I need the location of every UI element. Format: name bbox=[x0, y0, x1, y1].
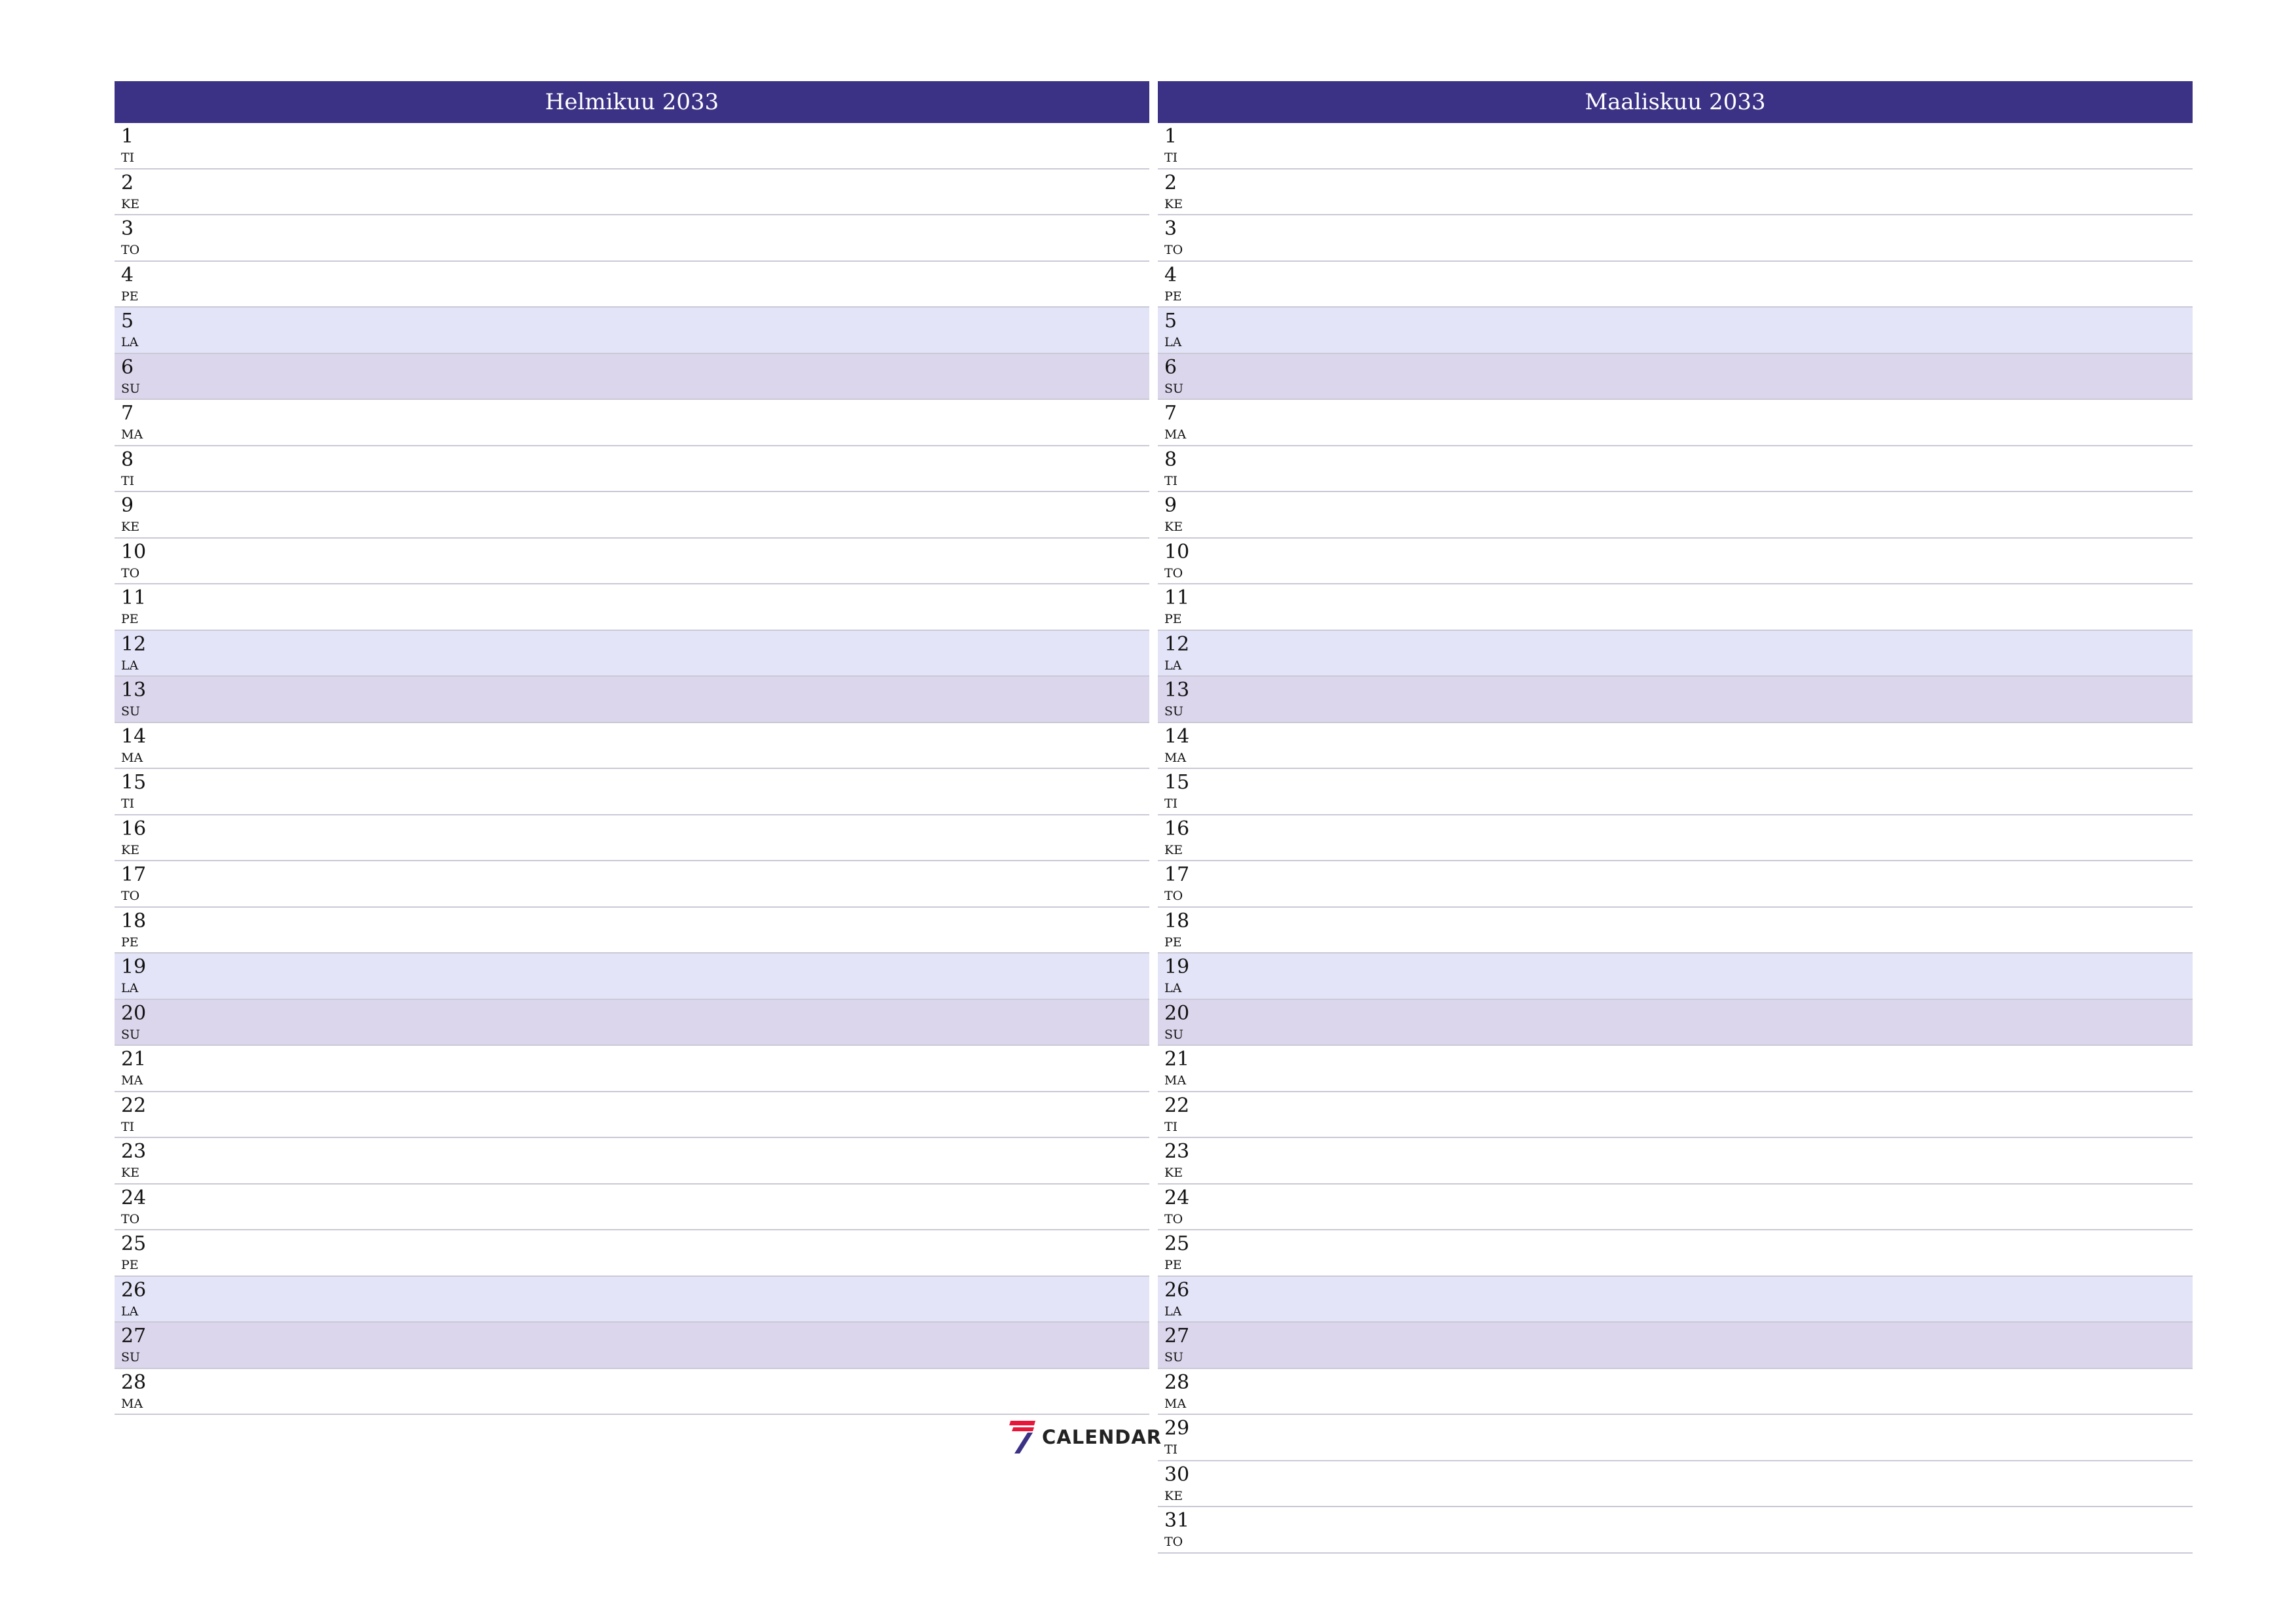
day-number: 20 bbox=[1164, 1001, 1190, 1025]
month-panel-march bbox=[1158, 81, 2193, 1554]
day-number: 7 bbox=[1164, 402, 1177, 425]
weekday-abbr: TI bbox=[1164, 796, 1178, 811]
day-number: 27 bbox=[121, 1325, 147, 1347]
day-number: 29 bbox=[1164, 1417, 1190, 1440]
day-row[interactable] bbox=[115, 769, 1149, 815]
day-number: 28 bbox=[121, 1370, 147, 1394]
day-number: 16 bbox=[1164, 817, 1190, 840]
day-number: 10 bbox=[121, 540, 147, 563]
day-row[interactable] bbox=[115, 631, 1149, 677]
day-number: 19 bbox=[1164, 955, 1190, 978]
weekday-abbr: KE bbox=[1164, 196, 1183, 211]
day-number: 24 bbox=[1164, 1186, 1190, 1209]
day-row[interactable] bbox=[1158, 1000, 2193, 1046]
day-number: 21 bbox=[1164, 1048, 1190, 1071]
weekday-abbr: KE bbox=[1164, 520, 1183, 534]
weekday-abbr: TO bbox=[1164, 565, 1183, 580]
weekday-abbr: LA bbox=[1164, 1304, 1182, 1319]
day-row[interactable] bbox=[1158, 169, 2193, 216]
day-row[interactable] bbox=[115, 1230, 1149, 1277]
day-row[interactable] bbox=[1158, 908, 2193, 954]
day-number: 30 bbox=[1164, 1463, 1190, 1486]
day-row[interactable] bbox=[1158, 539, 2193, 585]
weekday-abbr: LA bbox=[1164, 658, 1182, 673]
day-number: 5 bbox=[121, 310, 134, 332]
weekday-abbr: TI bbox=[1164, 473, 1178, 488]
day-number: 10 bbox=[1164, 540, 1190, 563]
weekday-abbr: MA bbox=[121, 427, 143, 442]
day-row[interactable] bbox=[115, 400, 1149, 446]
day-list bbox=[1158, 123, 2193, 1554]
day-number: 1 bbox=[1164, 125, 1177, 148]
day-number: 26 bbox=[1164, 1278, 1190, 1302]
day-row[interactable] bbox=[1158, 1323, 2193, 1369]
weekday-abbr: SU bbox=[121, 1350, 141, 1364]
day-row[interactable] bbox=[115, 1185, 1149, 1231]
weekday-abbr: KE bbox=[1164, 1488, 1183, 1503]
day-number: 11 bbox=[121, 586, 147, 609]
day-row[interactable] bbox=[1158, 492, 2193, 539]
day-row[interactable] bbox=[115, 1323, 1149, 1369]
day-row[interactable] bbox=[115, 1000, 1149, 1046]
brand-logo[interactable] bbox=[1008, 1419, 1162, 1455]
weekday-abbr: SU bbox=[121, 381, 141, 396]
weekday-abbr: TO bbox=[121, 889, 140, 903]
day-number: 6 bbox=[121, 355, 134, 379]
weekday-abbr: KE bbox=[121, 842, 140, 857]
day-number: 9 bbox=[121, 494, 134, 517]
day-number: 20 bbox=[121, 1001, 147, 1025]
day-row[interactable] bbox=[1158, 815, 2193, 862]
month-title: Helmikuu 2033 bbox=[115, 81, 1149, 123]
day-number: 25 bbox=[1164, 1232, 1190, 1255]
weekday-abbr: TI bbox=[1164, 1119, 1178, 1134]
day-row[interactable] bbox=[1158, 262, 2193, 308]
day-number: 24 bbox=[121, 1186, 147, 1209]
seven-logo-icon bbox=[1008, 1419, 1037, 1455]
weekday-abbr: TO bbox=[121, 1211, 140, 1226]
day-number: 5 bbox=[1164, 310, 1177, 332]
weekday-abbr: SU bbox=[121, 704, 141, 719]
day-row[interactable] bbox=[1158, 584, 2193, 631]
weekday-abbr: SU bbox=[1164, 1350, 1184, 1364]
day-number: 17 bbox=[1164, 863, 1190, 886]
day-number: 22 bbox=[1164, 1094, 1190, 1117]
month-title: Maaliskuu 2033 bbox=[1158, 81, 2193, 123]
logo-text: CALENDAR bbox=[1042, 1426, 1162, 1448]
day-row[interactable] bbox=[1158, 1507, 2193, 1554]
day-number: 2 bbox=[1164, 171, 1177, 194]
weekday-abbr: MA bbox=[121, 750, 143, 765]
day-number: 18 bbox=[121, 909, 147, 933]
day-row[interactable] bbox=[1158, 400, 2193, 446]
day-number: 13 bbox=[121, 679, 147, 702]
day-row[interactable] bbox=[115, 492, 1149, 539]
day-row[interactable] bbox=[115, 1277, 1149, 1323]
weekday-abbr: TI bbox=[121, 473, 135, 488]
day-row[interactable] bbox=[1158, 354, 2193, 401]
weekday-abbr: LA bbox=[121, 1304, 139, 1319]
day-row[interactable] bbox=[115, 123, 1149, 169]
weekday-abbr: SU bbox=[1164, 381, 1184, 396]
weekday-abbr: TI bbox=[1164, 151, 1178, 165]
day-number: 13 bbox=[1164, 679, 1190, 702]
weekday-abbr: TI bbox=[121, 151, 135, 165]
day-row[interactable] bbox=[1158, 1092, 2193, 1139]
day-row[interactable] bbox=[115, 908, 1149, 954]
weekday-abbr: PE bbox=[121, 612, 139, 626]
day-row[interactable] bbox=[1158, 1461, 2193, 1508]
day-number: 14 bbox=[1164, 724, 1190, 748]
day-row[interactable] bbox=[115, 262, 1149, 308]
day-row[interactable] bbox=[1158, 1185, 2193, 1231]
weekday-abbr: PE bbox=[1164, 612, 1182, 626]
weekday-abbr: KE bbox=[1164, 842, 1183, 857]
day-row[interactable] bbox=[1158, 723, 2193, 770]
weekday-abbr: MA bbox=[1164, 427, 1187, 442]
day-number: 23 bbox=[121, 1140, 147, 1163]
day-row[interactable] bbox=[115, 1046, 1149, 1092]
day-row[interactable] bbox=[115, 954, 1149, 1000]
day-row[interactable] bbox=[1158, 446, 2193, 493]
day-row[interactable] bbox=[115, 1369, 1149, 1416]
day-row[interactable] bbox=[1158, 1046, 2193, 1092]
day-number: 8 bbox=[121, 448, 134, 471]
day-row[interactable] bbox=[115, 861, 1149, 908]
day-row[interactable] bbox=[1158, 954, 2193, 1000]
day-number: 8 bbox=[1164, 448, 1177, 471]
weekday-abbr: TO bbox=[1164, 1535, 1183, 1549]
weekday-abbr: KE bbox=[121, 520, 140, 534]
day-row[interactable] bbox=[1158, 631, 2193, 677]
day-number: 19 bbox=[121, 955, 147, 978]
day-number: 11 bbox=[1164, 586, 1190, 609]
day-number: 3 bbox=[121, 217, 134, 240]
day-number: 23 bbox=[1164, 1140, 1190, 1163]
weekday-abbr: PE bbox=[121, 1258, 139, 1272]
day-number: 6 bbox=[1164, 355, 1177, 379]
day-number: 15 bbox=[1164, 771, 1190, 794]
weekday-abbr: PE bbox=[1164, 289, 1182, 304]
weekday-abbr: LA bbox=[1164, 981, 1182, 995]
weekday-abbr: TI bbox=[121, 796, 135, 811]
day-number: 17 bbox=[121, 863, 147, 886]
day-number: 18 bbox=[1164, 909, 1190, 933]
weekday-abbr: TO bbox=[121, 565, 140, 580]
day-row[interactable] bbox=[115, 677, 1149, 723]
weekday-abbr: LA bbox=[1164, 335, 1182, 349]
day-row[interactable] bbox=[1158, 308, 2193, 354]
weekday-abbr: KE bbox=[121, 196, 140, 211]
day-row[interactable] bbox=[115, 1092, 1149, 1139]
day-row[interactable] bbox=[115, 1138, 1149, 1185]
day-row[interactable] bbox=[115, 308, 1149, 354]
day-number: 1 bbox=[121, 125, 134, 148]
weekday-abbr: PE bbox=[1164, 935, 1182, 950]
day-row[interactable] bbox=[1158, 861, 2193, 908]
day-number: 9 bbox=[1164, 494, 1177, 517]
day-number: 15 bbox=[121, 771, 147, 794]
weekday-abbr: SU bbox=[121, 1027, 141, 1042]
day-number: 27 bbox=[1164, 1325, 1190, 1347]
day-row[interactable] bbox=[1158, 1415, 2193, 1461]
weekday-abbr: TO bbox=[121, 243, 140, 257]
day-number: 4 bbox=[1164, 263, 1177, 287]
day-number: 12 bbox=[1164, 632, 1190, 656]
weekday-abbr: SU bbox=[1164, 704, 1184, 719]
weekday-abbr: KE bbox=[121, 1166, 140, 1180]
weekday-abbr: MA bbox=[1164, 1073, 1187, 1088]
month-panel-february bbox=[115, 81, 1149, 1415]
day-row[interactable] bbox=[115, 584, 1149, 631]
day-number: 16 bbox=[121, 817, 147, 840]
weekday-abbr: KE bbox=[1164, 1166, 1183, 1180]
day-row[interactable] bbox=[1158, 1369, 2193, 1416]
day-number: 3 bbox=[1164, 217, 1177, 240]
weekday-abbr: LA bbox=[121, 335, 139, 349]
day-number: 4 bbox=[121, 263, 134, 287]
day-row[interactable] bbox=[115, 815, 1149, 862]
weekday-abbr: TI bbox=[121, 1119, 135, 1134]
weekday-abbr: TO bbox=[1164, 243, 1183, 257]
day-row[interactable] bbox=[1158, 1277, 2193, 1323]
day-row[interactable] bbox=[115, 169, 1149, 216]
day-row[interactable] bbox=[115, 215, 1149, 262]
day-number: 2 bbox=[121, 171, 134, 194]
weekday-abbr: PE bbox=[121, 935, 139, 950]
day-row[interactable] bbox=[1158, 1138, 2193, 1185]
day-row[interactable] bbox=[115, 539, 1149, 585]
day-number: 25 bbox=[121, 1232, 147, 1255]
day-number: 14 bbox=[121, 724, 147, 748]
day-row[interactable] bbox=[1158, 123, 2193, 169]
weekday-abbr: PE bbox=[1164, 1258, 1182, 1272]
day-number: 26 bbox=[121, 1278, 147, 1302]
weekday-abbr: MA bbox=[121, 1073, 143, 1088]
weekday-abbr: MA bbox=[1164, 1396, 1187, 1411]
day-number: 31 bbox=[1164, 1509, 1190, 1532]
weekday-abbr: MA bbox=[1164, 750, 1187, 765]
day-number: 22 bbox=[121, 1094, 147, 1117]
weekday-abbr: LA bbox=[121, 658, 139, 673]
day-number: 21 bbox=[121, 1048, 147, 1071]
day-row[interactable] bbox=[115, 446, 1149, 493]
day-list bbox=[115, 123, 1149, 1415]
day-row[interactable] bbox=[1158, 769, 2193, 815]
weekday-abbr: TO bbox=[1164, 1211, 1183, 1226]
day-row[interactable] bbox=[1158, 1230, 2193, 1277]
weekday-abbr: SU bbox=[1164, 1027, 1184, 1042]
weekday-abbr: TO bbox=[1164, 889, 1183, 903]
weekday-abbr: MA bbox=[121, 1396, 143, 1411]
day-number: 28 bbox=[1164, 1370, 1190, 1394]
day-number: 7 bbox=[121, 402, 134, 425]
day-row[interactable] bbox=[1158, 215, 2193, 262]
weekday-abbr: TI bbox=[1164, 1442, 1178, 1457]
day-number: 12 bbox=[121, 632, 147, 656]
weekday-abbr: LA bbox=[121, 981, 139, 995]
day-row[interactable] bbox=[115, 354, 1149, 401]
weekday-abbr: PE bbox=[121, 289, 139, 304]
day-row[interactable] bbox=[115, 723, 1149, 770]
day-row[interactable] bbox=[1158, 677, 2193, 723]
